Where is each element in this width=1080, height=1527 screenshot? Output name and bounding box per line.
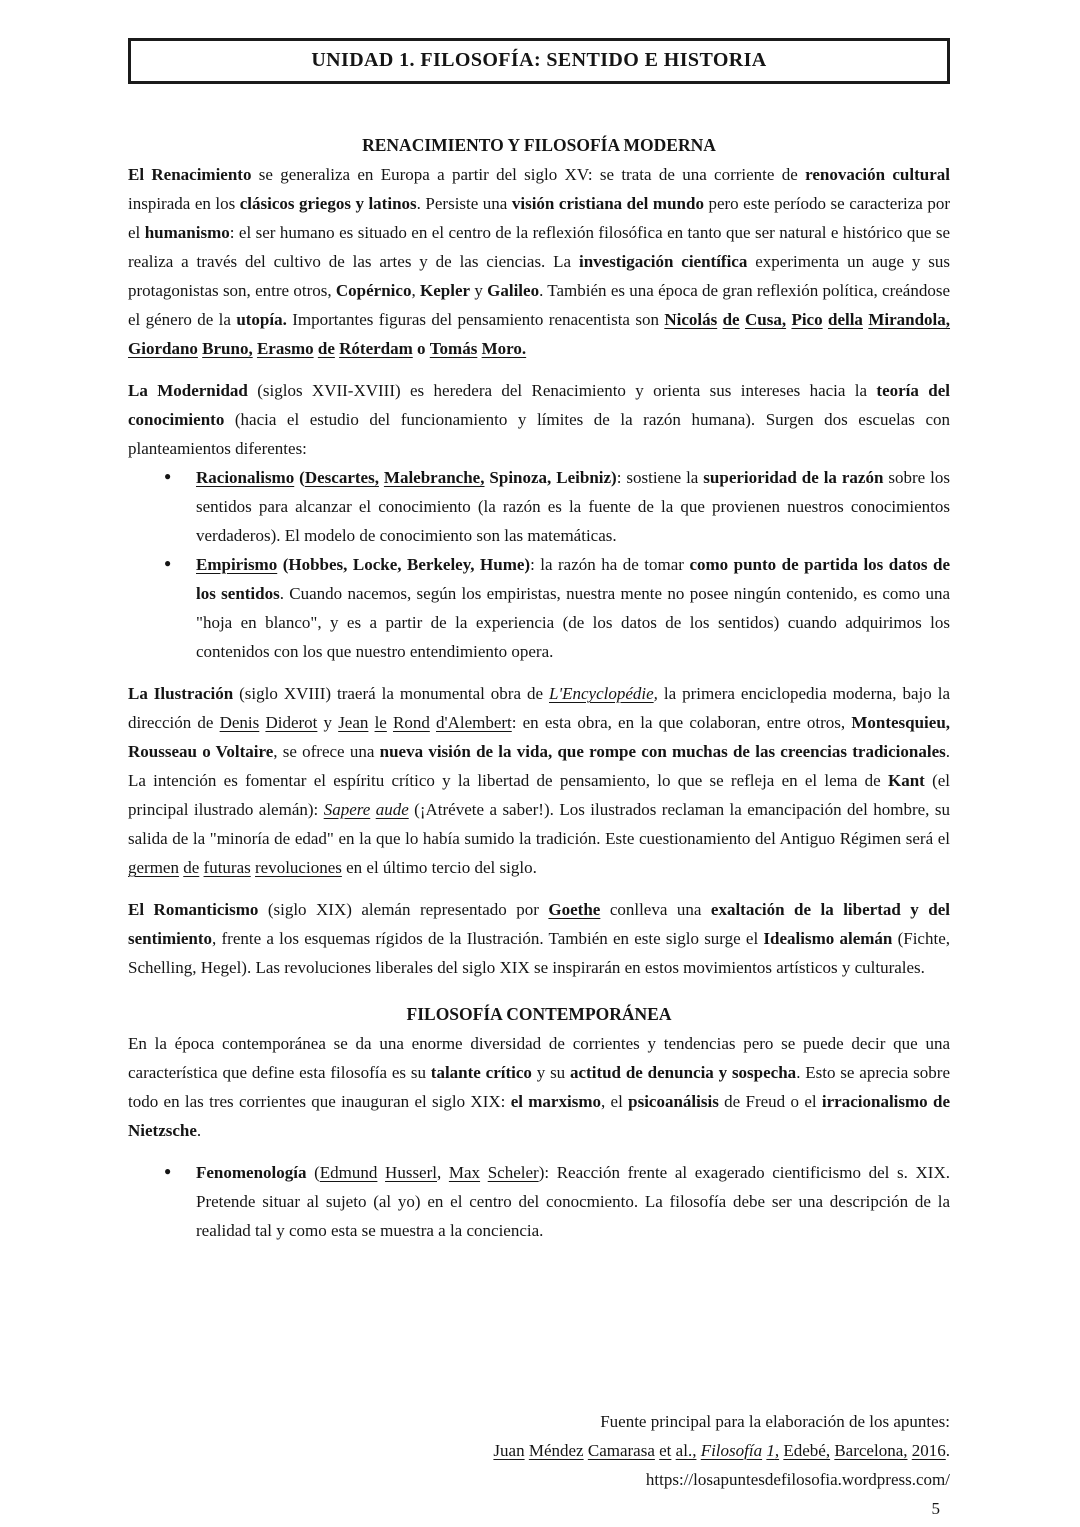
text-run: germen: [128, 858, 179, 877]
text-run: Fuente principal para la elaboración de los apuntes:: [600, 1412, 950, 1431]
text-run: Scheler: [487, 1163, 539, 1182]
text-run: Importantes figuras del pensamiento renacentista son: [286, 310, 665, 329]
text-run: Racionalismo: [196, 468, 295, 487]
text-run: Husserl: [385, 1163, 437, 1182]
text-run: (¡Atrévete a saber!). Los ilustrados reclaman la emancipación del hombre, su salida de la "minoría de edad" en la que lo había sumido la tradición. Este cuestionamiento del Antiguo Régimen será el: [128, 800, 950, 848]
text-run: : el ser humano es situado en el centro de la reflexión filosófica en tanto que ser natural e histórico que se realiza a través del cultivo de las artes y de las ciencias. La: [128, 223, 950, 271]
unit-title-box: [128, 38, 950, 84]
text-run: (siglos XVII-XVIII) es heredera del Renacimiento y orienta sus intereses hacia la: [247, 381, 877, 400]
text-run: teoría del conocimiento: [128, 381, 950, 429]
text-run: Mirandola,: [868, 310, 951, 329]
paragraph-group: [128, 1158, 950, 1245]
source-url: [493, 1465, 950, 1494]
text-run: : sostiene la: [616, 468, 704, 487]
text-run: El Romanticismo: [128, 900, 259, 919]
text-run: ,: [774, 1441, 780, 1460]
text-run: Jean: [338, 713, 369, 732]
source-note: [493, 1407, 950, 1436]
text-run: renovación cultural: [805, 165, 950, 184]
text-run: (: [294, 468, 305, 487]
text-run: conlleva una: [600, 900, 711, 919]
source-citation: [493, 1436, 950, 1465]
text-run: Giordano: [128, 339, 198, 358]
text-run: (siglo XVIII) traerá la monumental obra de: [233, 684, 549, 703]
text-run: . La intención es fomentar el espíritu crítico y la libertad de pensamiento, lo que se refleja en el lema de: [128, 742, 950, 790]
text-run: della: [827, 310, 863, 329]
bullet-item: [128, 550, 950, 666]
text-run: Nicolás: [664, 310, 718, 329]
text-run: Descartes,: [304, 468, 379, 487]
text-run: de: [183, 858, 200, 877]
text-run: psicoanálisis: [628, 1092, 719, 1111]
text-run: : la razón ha de tomar: [530, 555, 690, 574]
text-run: ,: [437, 1163, 449, 1182]
text-run: humanismo: [144, 223, 230, 242]
text-run: [377, 1163, 385, 1182]
text-run: Moro.: [481, 339, 527, 358]
text-run: de: [722, 310, 740, 329]
text-run: , el: [600, 1092, 629, 1111]
text-run: se generaliza en Europa a partir del siglo XV: se trata de una corriente de: [251, 165, 806, 184]
text-run: (: [306, 1163, 320, 1182]
text-run: 1: [766, 1441, 775, 1460]
text-run: Max: [448, 1163, 481, 1182]
text-run: de Freud o el: [718, 1092, 822, 1111]
text-run: (Fichte, Schelling, Hegel). Las revoluciones liberales del siglo XIX se inspirarán en estos movimientos artísticos y culturales.: [128, 929, 950, 977]
text-run: Edebé,: [783, 1441, 831, 1460]
footer: [493, 1407, 950, 1523]
text-run: futuras: [203, 858, 251, 877]
text-run: ,: [653, 684, 658, 703]
text-run: sobre los sentidos para alcanzar el conocimiento (la razón es la fuente de la que provienen nuestros conocimientos verdaderos). El modelo de conocimiento son las matemáticas.: [196, 468, 950, 545]
paragraph-group: [128, 376, 950, 666]
text-run: . También es una época de gran reflexión política, creándose el género de la: [128, 281, 951, 329]
text-run: Rond: [393, 713, 430, 732]
text-run: [480, 1163, 488, 1182]
text-run: en el último tercio del siglo.: [341, 858, 537, 877]
text-run: Kepler: [420, 281, 471, 300]
text-run: Róterdam: [339, 339, 413, 358]
text-run: y: [470, 281, 488, 300]
text-run: aude: [375, 800, 409, 819]
text-run: La Modernidad: [128, 381, 248, 400]
bullet-marker-icon: ●: [164, 1164, 172, 1178]
text-run: superioridad de la razón: [703, 468, 884, 487]
paragraph: [128, 376, 950, 463]
text-run: y su: [531, 1063, 571, 1082]
text-run: irracionalismo de Nietzsche: [128, 1092, 950, 1140]
text-run: d'Alembert: [436, 713, 512, 732]
section: [128, 1000, 950, 1245]
text-run: El Renacimiento: [128, 165, 252, 184]
text-run: la primera enciclopedia moderna, bajo la dirección de: [128, 684, 950, 732]
text-run: de: [317, 339, 335, 358]
text-run: Galileo: [487, 281, 540, 300]
paragraph: [128, 160, 950, 363]
text-run: Cusa,: [744, 310, 787, 329]
text-run: visión cristiana del mundo: [511, 194, 704, 213]
text-run: utopía.: [236, 310, 287, 329]
document-body: [128, 131, 950, 1245]
text-run: experimenta un auge y sus protagonistas son, entre otros,: [128, 252, 950, 300]
text-run: Tomás: [429, 339, 478, 358]
text-run: y: [317, 713, 339, 732]
unit-title: UNIDAD 1. FILOSOFÍA: SENTIDO E HISTORIA: [311, 49, 767, 71]
text-run: el marxismo: [510, 1092, 601, 1111]
text-run: . Cuando nacemos, según los empiristas, nuestra mente no posee ningún contenido, es como una "hoja en blanco", y es a partir de la experiencia (de los datos de los sentidos) cuando adquirimos los contenidos con los que nuestro entendimiento opera.: [196, 584, 950, 661]
bullet-marker-icon: ●: [164, 556, 172, 570]
text-run: nueva visión de la vida, que rompe con muchas de las creencias tradicionales: [379, 742, 946, 761]
bullet-item: [128, 463, 950, 550]
text-run: Denis: [219, 713, 260, 732]
text-run: Spinoza, Leibniz): [484, 468, 617, 487]
text-run: Empirismo: [196, 555, 278, 574]
text-run: Sapere: [323, 800, 371, 819]
text-run: La Ilustración: [128, 684, 234, 703]
text-run: o: [417, 339, 426, 358]
text-run: Méndez: [528, 1441, 584, 1460]
text-run: Juan: [493, 1441, 525, 1460]
text-run: . Esto se aprecia sobre todo en las tres corrientes que inauguran el siglo XIX:: [128, 1063, 951, 1111]
text-run: Copérnico: [335, 281, 412, 300]
paragraph-group: [128, 160, 950, 363]
text-run: (siglo XIX) alemán representado por: [258, 900, 549, 919]
text-run: , se ofrece una: [273, 742, 380, 761]
text-run: Erasmo: [256, 339, 314, 358]
text-run: ,: [411, 281, 420, 300]
text-run: exaltación de la libertad y del sentimiento: [128, 900, 950, 948]
text-run: Fenomenología: [196, 1163, 307, 1182]
text-run: L'Encyclopédie: [549, 684, 654, 703]
text-run: revoluciones: [255, 858, 342, 877]
text-run: https://losapuntesdefilosofia.wordpress.com/: [645, 1470, 950, 1489]
paragraph: [128, 1029, 950, 1145]
paragraph-group: [128, 895, 950, 982]
text-run: : en esta obra, en la que colaboran, entre otros,: [511, 713, 852, 732]
text-run: . Persiste una: [416, 194, 512, 213]
text-run: como punto de partida los datos de los sentidos: [196, 555, 950, 603]
text-run: actitud de denuncia y sospecha: [570, 1063, 797, 1082]
section-heading: FILOSOFÍA CONTEMPORÁNEA: [406, 1004, 672, 1024]
paragraph: [128, 895, 950, 982]
text-run: (Hobbes, Locke, Berkeley, Hume): [277, 555, 531, 574]
text-run: talante crítico: [430, 1063, 532, 1082]
text-run: le: [374, 713, 387, 732]
paragraph-group: [128, 679, 950, 882]
text-run: Goethe: [548, 900, 601, 919]
text-run: En la época contemporánea se da una enorme diversidad de corrientes y tendencias pero se puede decir que una característica que define esta filosofía es su: [128, 1034, 950, 1082]
text-run: Diderot: [265, 713, 318, 732]
text-run: clásicos griegos y latinos: [239, 194, 417, 213]
text-run: (hacia el estudio del funcionamiento y límites de la razón humana). Surgen dos escuelas con planteamientos diferentes:: [128, 410, 950, 458]
text-run: Malebranche,: [383, 468, 485, 487]
bullet-marker-icon: ●: [164, 469, 172, 483]
text-run: 2016: [911, 1441, 946, 1460]
text-run: Filosofía: [700, 1441, 763, 1460]
text-run: (el principal ilustrado alemán):: [128, 771, 951, 819]
text-run: ): Reacción frente al exagerado cientificismo del s. XIX. Pretende situar al sujeto (al yo) en el centro del conocmiento. La filosofía debe ser una descripción de la realidad tal y como esta se muestra a la conciencia.: [196, 1163, 950, 1240]
text-run: inspirada en los: [128, 194, 240, 213]
text-run: Montesquieu, Rousseau o Voltaire: [128, 713, 951, 761]
text-run: Edmund: [319, 1163, 378, 1182]
text-run: investigación científica: [578, 252, 748, 271]
section: [128, 131, 950, 982]
text-run: et: [659, 1441, 672, 1460]
text-run: Camarasa: [587, 1441, 655, 1460]
text-run: .: [945, 1441, 950, 1460]
text-run: Pico: [791, 310, 823, 329]
text-run: pero este período se caracteriza por el: [128, 194, 950, 242]
bullet-item: [128, 1158, 950, 1245]
text-run: al.,: [675, 1441, 697, 1460]
text-run: Kant: [887, 771, 925, 790]
section-heading: RENACIMIENTO Y FILOSOFÍA MODERNA: [362, 135, 716, 155]
text-run: .: [196, 1121, 202, 1140]
paragraph: [128, 679, 950, 882]
text-run: , frente a los esquemas rígidos de la Ilustración. También en este siglo surge el: [212, 929, 764, 948]
page-number: 5: [931, 1499, 940, 1518]
text-run: Idealismo alemán: [763, 929, 893, 948]
text-run: Bruno,: [202, 339, 253, 358]
text-run: Barcelona,: [834, 1441, 908, 1460]
paragraph-group: [128, 1029, 950, 1145]
